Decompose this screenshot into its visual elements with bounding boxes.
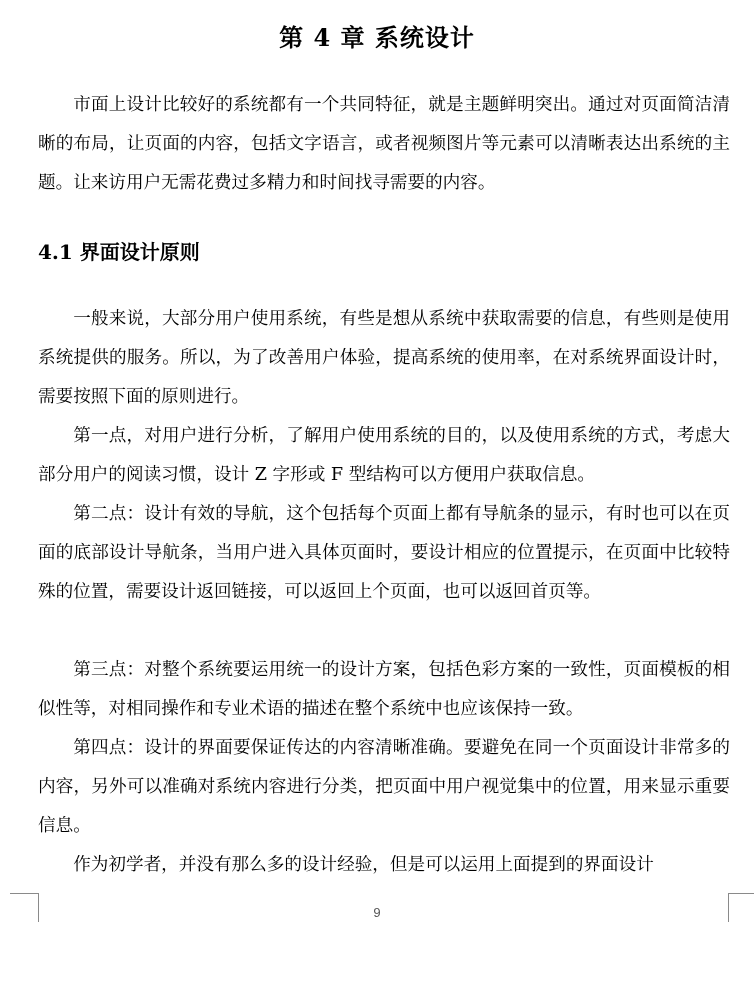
chapter-title: 第 4 章 系统设计 bbox=[279, 23, 475, 52]
paragraph-point-three: 第三点：对整个系统要运用统一的设计方案，包括色彩方案的一致性，页面模板的相似性等，对相同操作和专业术语的描述在整个系统中也应该保持一致。 bbox=[38, 660, 730, 719]
paragraph-continuation: 作为初学者，并没有那么多的设计经验，但是可以运用上面提到的界面设计 bbox=[73, 855, 654, 875]
section-title: 4.1 界面设计原则 bbox=[38, 240, 200, 264]
page-number: 9 bbox=[373, 905, 381, 920]
chapter-intro-paragraph: 市面上设计比较好的系统都有一个共同特征，就是主题鲜明突出。通过对页面简洁清晰的布局，让页面的内容，包括文字语言，或者视频图片等元素可以清晰表达出系统的主题。让来访用户无需花费过多精力和时间找寻需要的内容。 bbox=[38, 95, 730, 193]
paragraph-general: 一般来说，大部分用户使用系统，有些是想从系统中获取需要的信息，有些则是使用系统提供的服务。所以，为了改善用户体验，提高系统的使用率，在对系统界面设计时，需要按照下面的原则进行。 bbox=[38, 309, 730, 407]
paragraph-point-two: 第二点：设计有效的导航，这个包括每个页面上都有导航条的显示，有时也可以在页面的底部设计导航条，当用户进入具体页面时，要设计相应的位置提示，在页面中比较特殊的位置，需要设计返回链接，可以返回上个页面，也可以返回首页等。 bbox=[38, 504, 730, 602]
paragraph-point-one: 第一点，对用户进行分析，了解用户使用系统的目的，以及使用系统的方式，考虑大部分用户的阅读习惯，设计 Z 字形或 F 型结构可以方便用户获取信息。 bbox=[38, 426, 730, 485]
paragraph-point-four: 第四点：设计的界面要保证传达的内容清晰准确。要避免在同一个页面设计非常多的内容，另外可以准确对系统内容进行分类，把页面中用户视觉集中的位置，用来显示重要信息。 bbox=[38, 738, 730, 836]
